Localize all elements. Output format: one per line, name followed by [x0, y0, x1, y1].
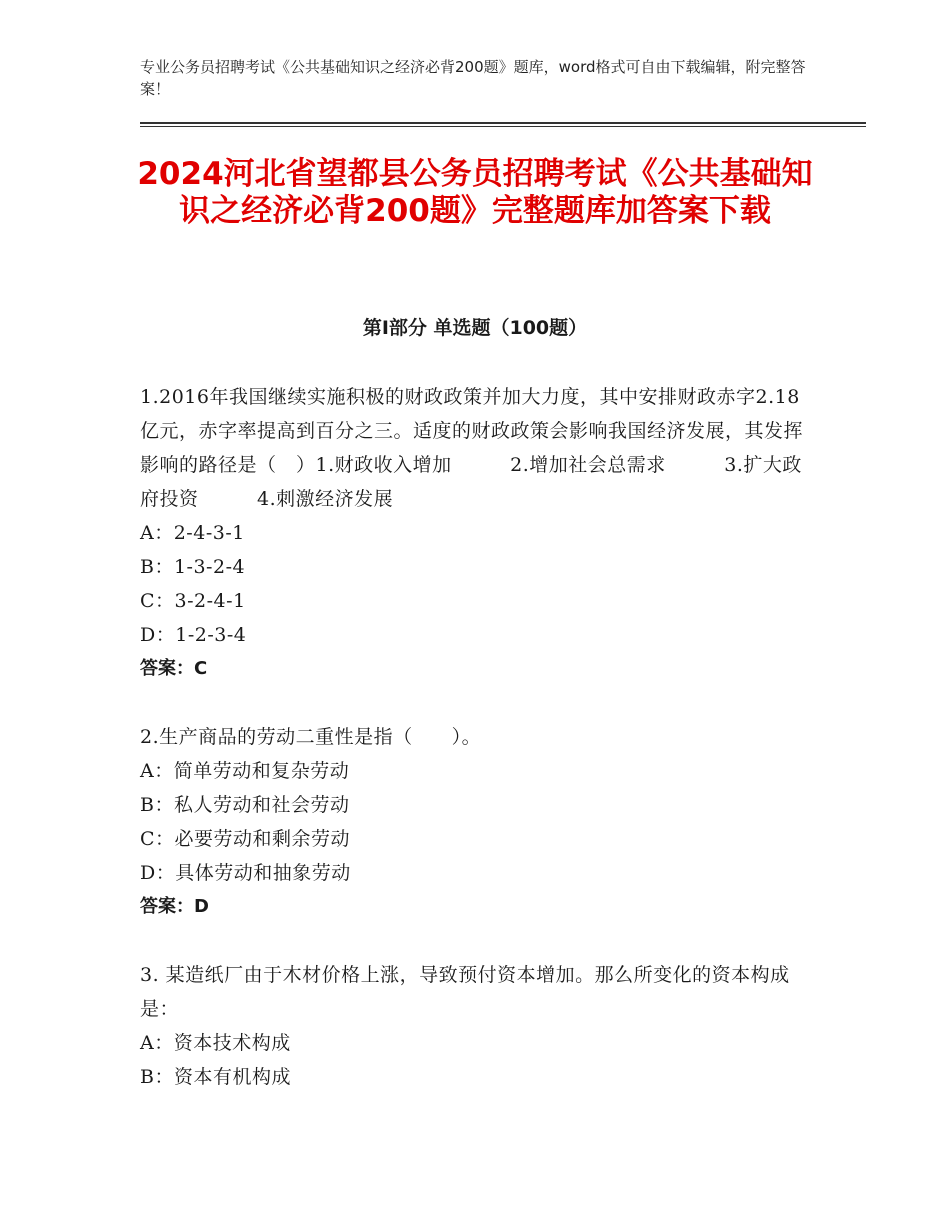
question-1 — [140, 380, 805, 686]
option-a: A：资本技术构成 — [140, 1032, 291, 1054]
answer: 答案：D — [140, 896, 209, 917]
question-stem: 2.生产商品的劳动二重性是指（ ）。 — [140, 726, 482, 748]
section-heading: 第Ⅰ部分 单选题（100题） — [362, 317, 588, 339]
question-2 — [140, 720, 805, 924]
option-b: B：资本有机构成 — [140, 1066, 291, 1088]
question-list — [140, 380, 805, 1128]
option-c: C：3-2-4-1 — [140, 590, 246, 612]
answer: 答案：C — [140, 658, 208, 679]
header-rule-thin — [140, 126, 866, 127]
option-d: D：1-2-3-4 — [140, 624, 247, 646]
question-3 — [140, 958, 805, 1094]
option-a: A：简单劳动和复杂劳动 — [140, 760, 350, 782]
question-stem: 1.2016年我国继续实施积极的财政政策并加大力度，其中安排财政赤字2.18亿元，赤字率提高到百分之三。适度的财政政策会影响我国经济发展，其发挥影响的路径是（ ）1.财政收入增加 2.增加社会总需求 3.扩大政府投资 4.刺激经济发展 — [140, 386, 804, 510]
option-c: C：必要劳动和剩余劳动 — [140, 828, 351, 850]
question-stem: 3. 某造纸厂由于木材价格上涨，导致预付资本增加。那么所变化的资本构成是： — [140, 964, 790, 1020]
option-b: B：私人劳动和社会劳动 — [140, 794, 350, 816]
document-title: 2024河北省望都县公务员招聘考试《公共基础知识之经济必背200题》完整题库加答案下载 — [137, 156, 813, 229]
option-d: D：具体劳动和抽象劳动 — [140, 862, 351, 884]
option-b: B：1-3-2-4 — [140, 556, 246, 578]
header-rule-thick — [140, 122, 866, 124]
option-a: A：2-4-3-1 — [140, 522, 245, 544]
header-note: 专业公务员招聘考试《公共基础知识之经济必背200题》题库，word格式可自由下载编辑，附完整答案！ — [140, 58, 806, 98]
